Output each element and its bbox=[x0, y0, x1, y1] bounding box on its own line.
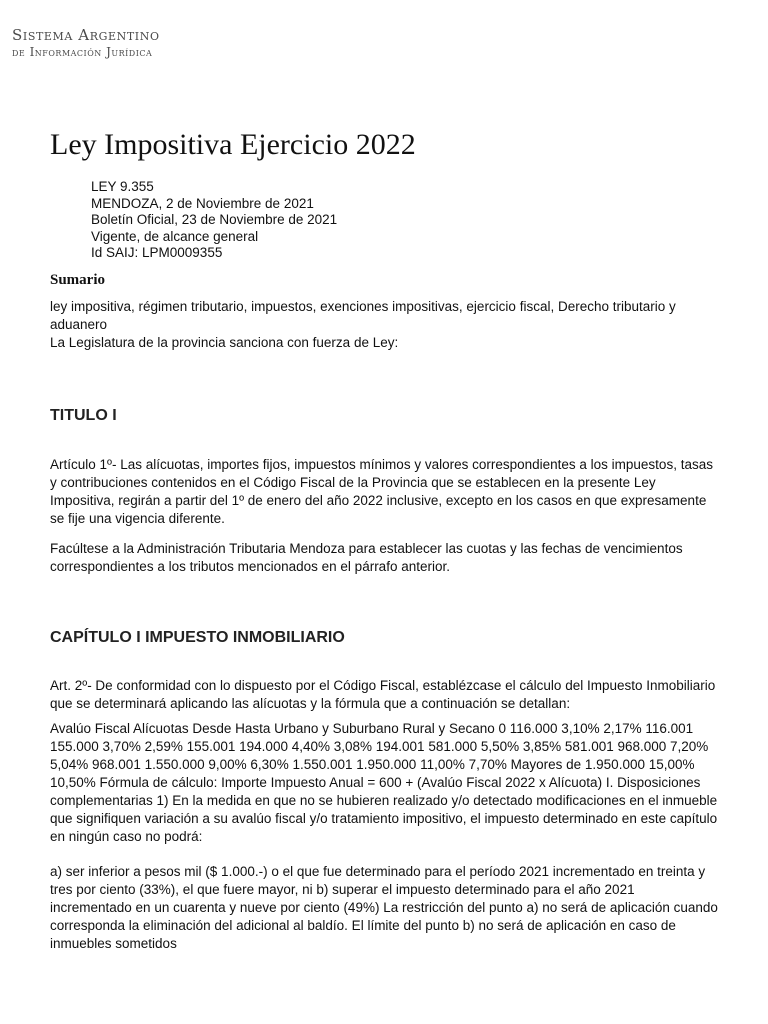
law-bulletin-date: Boletín Oficial, 23 de Noviembre de 2021 bbox=[91, 212, 338, 227]
sumario-intro: La Legislatura de la provincia sanciona con fuerza de Ley: bbox=[50, 335, 399, 350]
articulo-2-paragraph: Art. 2º- De conformidad con lo dispuesto por el Código Fiscal, establézcase el cálculo del Impuesto Inmobiliario que se determinará aplicando las alícuotas y la fórmula que a continuación se detallan: bbox=[50, 678, 716, 711]
page-title: Ley Impositiva Ejercicio 2022 bbox=[50, 128, 416, 161]
logo-line-2: de Información Jurídica bbox=[12, 45, 153, 59]
titulo-heading: TITULO I bbox=[50, 407, 117, 424]
sumario-keywords: ley impositiva, régimen tributario, impuestos, exenciones impositivas, ejercicio fiscal, Derecho tributario y aduanero bbox=[50, 299, 676, 332]
articulo-2-limits-paragraph: a) ser inferior a pesos mil ($ 1.000.-) o el que fue determinado para el período 2021 incrementado en treinta y tres por ciento (33%), el que fuere mayor, ni b) superar el impuesto determinado para el año 2021 incrementado en un cuarenta y nueve por ciento (49%) La restricción del punto a) no será de aplicación cuando corresponda la eliminación del adicional al baldío. El límite del punto b) no será de aplicación en caso de inmuebles sometidos bbox=[50, 864, 718, 951]
saij-logo bbox=[12, 28, 160, 58]
law-metadata bbox=[91, 179, 337, 262]
articulo-2-rates-paragraph: Avalúo Fiscal Alícuotas Desde Hasta Urbano y Suburbano Rural y Secano 0 116.000 3,10% 2,17% 116.001 155.000 3,70% 2,59% 155.001 194.000 4,40% 3,08% 194.001 581.000 5,50% 3,85% 581.001 968.000 7,20% 5,04% 968.001 1.550.000 9,00% 6,30% 1.550.001 1.950.000 11,00% 7,70% Mayores de 1.950.000 15,00% 10,50% Fórmula de cálculo: Importe Impuesto Anual = 600 + (Avalúo Fiscal 2022 x Alícuota) I. Disposiciones complementarias 1) En la medida en que no se hubieren realizado y/o detectado modificaciones en el inmueble que signifiquen variación a su avalúo fiscal y/o tratamiento impositivo, el impuesto determinado en este capítulo en ningún caso no podrá: bbox=[50, 721, 718, 844]
articulo-1-paragraph: Artículo 1º- Las alícuotas, importes fijos, impuestos mínimos y valores correspondientes a los impuestos, tasas y contribuciones contenidos en el Código Fiscal de la Provincia que se establecen en la presente Ley Impositiva, regirán a partir del 1º de enero del año 2022 inclusive, excepto en los casos en que expresamente se fije una vigencia diferente. bbox=[50, 457, 713, 526]
articulo-1-paragraph-2: Facúltese a la Administración Tributaria Mendoza para establecer las cuotas y las fechas de vencimientos correspondientes a los tributos mencionados en el párrafo anterior. bbox=[50, 541, 683, 574]
law-number: LEY 9.355 bbox=[91, 179, 154, 194]
law-saij-id: Id SAIJ: LPM0009355 bbox=[91, 245, 223, 260]
capitulo-heading: CAPÍTULO I IMPUESTO INMOBILIARIO bbox=[50, 629, 345, 646]
logo-line-1: Sistema Argentino bbox=[12, 26, 160, 44]
law-status: Vigente, de alcance general bbox=[91, 228, 259, 244]
law-place-date: MENDOZA, 2 de Noviembre de 2021 bbox=[91, 195, 314, 211]
sumario-heading: Sumario bbox=[50, 272, 106, 288]
